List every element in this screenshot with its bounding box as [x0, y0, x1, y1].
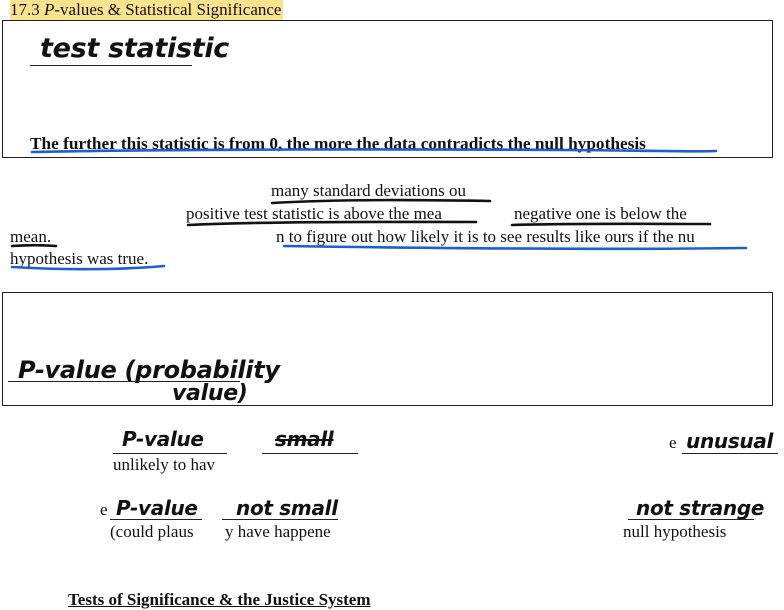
- row1-handwritten-small: small: [275, 427, 334, 451]
- row2-blank-b: [222, 519, 338, 520]
- handwritten-p-value-def-1: P-value (probability: [18, 356, 280, 384]
- row2-sub-b: y have happene: [225, 522, 331, 541]
- title-rest: -values & Statistical Significance: [54, 0, 282, 19]
- row2-sub-a: (could plaus: [110, 522, 194, 541]
- row1-handwritten-unusual: unusual: [686, 429, 774, 453]
- definition-box-2: [2, 292, 773, 406]
- title-italic-p: P: [44, 0, 55, 19]
- handwritten-test-statistic: test statistic: [40, 33, 229, 64]
- row2-sub-c: null hypothesis: [623, 522, 727, 541]
- row1-prefix-c: e: [669, 433, 677, 452]
- row2-blank-a: [110, 519, 202, 520]
- box1-statement: The further this statistic is from 0, the more the data contradicts the null hypothesis: [30, 134, 646, 153]
- row1-blank-c: [682, 453, 778, 454]
- para-line-1: many standard deviations ou: [271, 181, 466, 200]
- row2-blank-c: [628, 519, 754, 520]
- row2-handwritten-not-small: not small: [236, 496, 338, 520]
- title-highlight: [10, 0, 283, 20]
- handwritten-p-value-def-2: value): [172, 381, 248, 406]
- row1-blank-a: [113, 453, 227, 454]
- para-line-2a: positive test statistic is above the mea: [186, 204, 442, 223]
- section-number: 17.3: [10, 0, 40, 19]
- blank-line-1: [30, 65, 192, 66]
- para-line-2b: negative one is below the: [514, 204, 687, 223]
- row2-handwritten-p-value: P-value: [116, 496, 198, 520]
- justice-system-heading: Tests of Significance & the Justice System: [68, 590, 371, 609]
- row1-blank-b: [262, 453, 358, 454]
- para-line-3b: n to figure out how likely it is to see results like ours if the nu: [276, 227, 695, 246]
- row1-handwritten-p-value: P-value: [122, 427, 204, 451]
- para-line-4: hypothesis was true.: [10, 249, 149, 268]
- para-line-3a: mean.: [10, 227, 52, 246]
- row2-prefix-a: e: [100, 500, 108, 519]
- row2-handwritten-not-strange: not strange: [636, 496, 765, 520]
- row1-sub-a: unlikely to hav: [113, 455, 215, 474]
- section-title: [10, 0, 283, 20]
